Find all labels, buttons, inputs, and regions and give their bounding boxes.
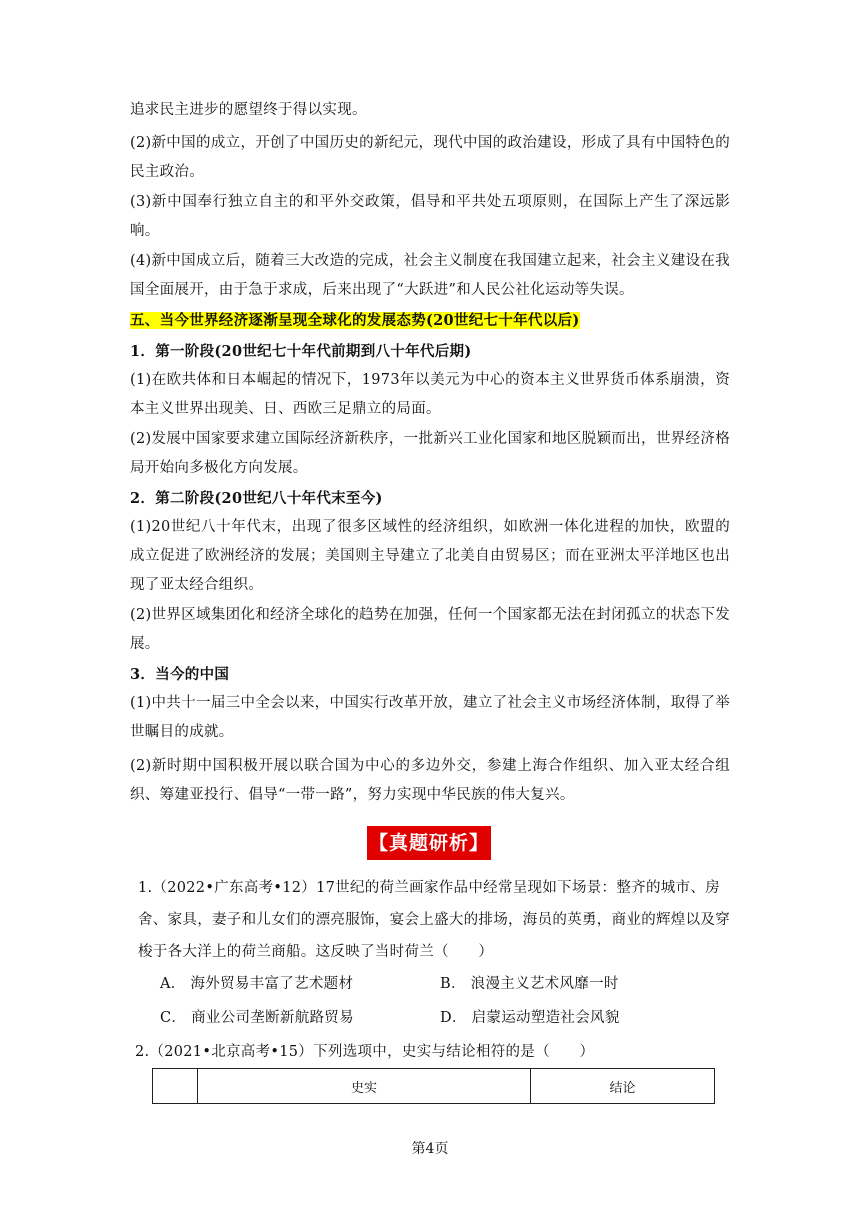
stage-3-paragraph-2: (2)新时期中国积极开展以联合国为中心的多边外交，参建上海合作组织、加入亚太经合组织、筹建亚投行、倡导“一带一路”，努力实现中华民族的伟大复兴。 bbox=[130, 758, 730, 803]
stage-1-heading: 1．第一阶段(20世纪七十年代前期到八十年代后期) bbox=[130, 343, 472, 360]
stage-2-paragraph-2: (2)世界区域集团化和经济全球化的趋势在加强，任何一个国家都无法在封闭孤立的状态下发展。 bbox=[130, 607, 730, 652]
question-1-option-c: C． 商业公司垄断新航路贸易 bbox=[160, 1010, 354, 1026]
stage-1-paragraph-1: (1)在欧共体和日本崛起的情况下，1973年以美元为中心的资本主义世界货币体系崩溃，资本主义世界出现美、日、西欧三足鼎立的局面。 bbox=[130, 372, 730, 417]
stage-3-heading: 3．当今的中国 bbox=[130, 666, 230, 683]
stage-2-paragraph-1: (1)20世纪八十年代末，出现了很多区域性的经济组织，如欧洲一体化进程的加快，欧盟的成立促进了欧洲经济的发展；美国则主导建立了北美自由贸易区；而在亚洲太平洋地区也出现了亚太经合组织。 bbox=[130, 519, 730, 593]
table-header-fact: 史实 bbox=[198, 1069, 531, 1104]
paragraph-4: (4)新中国成立后，随着三大改造的完成，社会主义制度在我国建立起来，社会主义建设在我国全面展开，由于急于求成，后来出现了“大跃进”和人民公社化运动等失误。 bbox=[130, 253, 730, 298]
stage-1-paragraph-2: (2)发展中国家要求建立国际经济新秩序，一批新兴工业化国家和地区脱颖而出，世界经济格局开始向多极化方向发展。 bbox=[130, 431, 730, 476]
question-1-option-d: D． 启蒙运动塑造社会风貌 bbox=[440, 1010, 620, 1026]
table-header-conclusion: 结论 bbox=[531, 1069, 715, 1104]
question-2-table bbox=[152, 1068, 715, 1104]
section-banner: 【真题研析】 bbox=[367, 826, 491, 860]
question-2-stem: 2.（2021•北京高考•15）下列选项中，史实与结论相符的是（ ） bbox=[135, 1044, 595, 1060]
stage-2-heading: 2．第二阶段(20世纪八十年代末至今) bbox=[130, 490, 383, 507]
table-header-blank bbox=[153, 1069, 198, 1104]
question-1-option-a: A． 海外贸易丰富了艺术题材 bbox=[160, 976, 354, 992]
table-header-row bbox=[153, 1069, 715, 1104]
page-number: 第4页 bbox=[411, 1141, 449, 1157]
paragraph-continuation: 追求民主进步的愿望终于得以实现。 bbox=[130, 102, 367, 118]
question-1-stem: 1.（2022•广东高考•12）17世纪的荷兰画家作品中经常呈现如下场景：整齐的城市、房舍、家具，妻子和儿女们的漂亮服饰，宴会上盛大的排场，海员的英勇，商业的辉煌以及穿梭于各大洋上的荷兰商船。这反映了当时荷兰（ ） bbox=[138, 880, 730, 960]
paragraph-3: (3)新中国奉行独立自主的和平外交政策，倡导和平共处五项原则，在国际上产生了深远影响。 bbox=[130, 194, 730, 239]
section-5-heading bbox=[130, 306, 730, 336]
paragraph-2: (2)新中国的成立，开创了中国历史的新纪元，现代中国的政治建设，形成了具有中国特色的民主政治。 bbox=[130, 135, 730, 180]
stage-3-paragraph-1: (1)中共十一届三中全会以来，中国实行改革开放，建立了社会主义市场经济体制，取得了举世瞩目的成就。 bbox=[130, 695, 730, 740]
question-1-option-b: B． 浪漫主义艺术风靡一时 bbox=[440, 976, 619, 992]
section-5-title: 五、当今世界经济逐渐呈现全球化的发展态势(20世纪七十年代以后) bbox=[130, 312, 580, 329]
